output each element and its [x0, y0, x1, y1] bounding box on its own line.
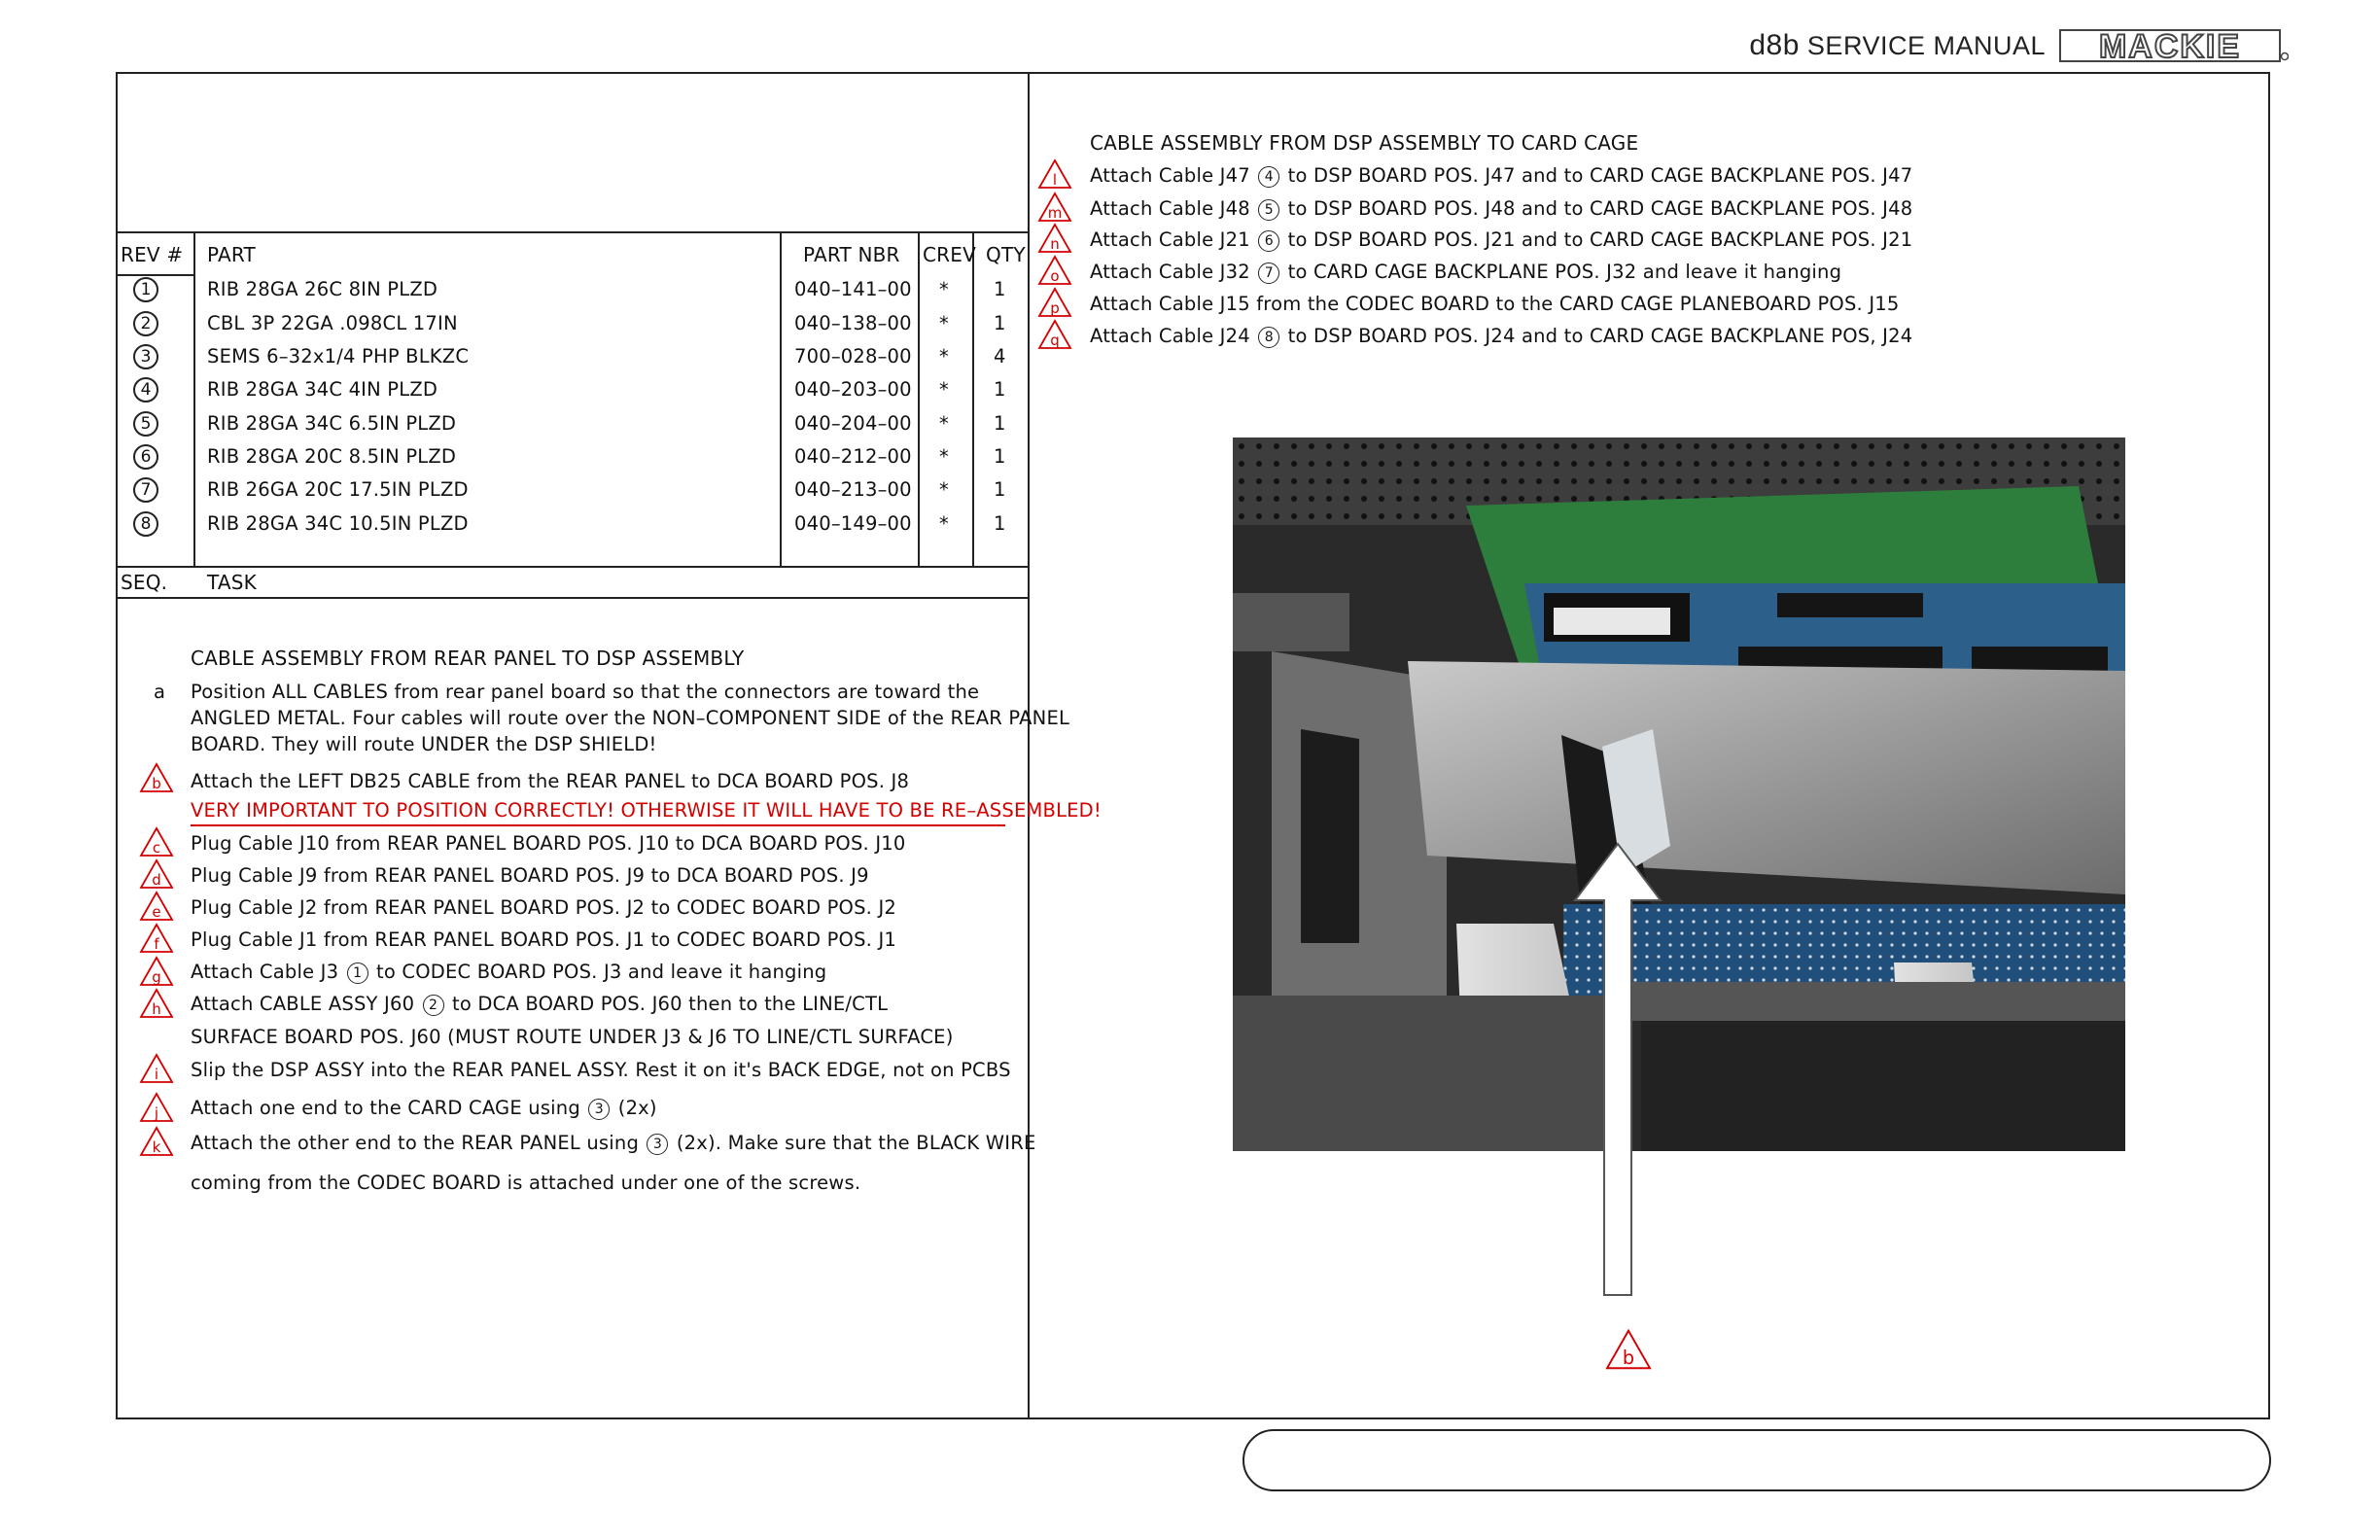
qty-value: 1 [994, 412, 1006, 435]
step-e-text: Plug Cable J2 from REAR PANEL BOARD POS. J2 to CODEC BOARD POS. J2 [191, 896, 897, 919]
col-rule-1 [193, 231, 195, 566]
qty-value: 1 [994, 312, 1006, 334]
crev-value: * [939, 278, 949, 300]
rev-circle: 7 [133, 477, 158, 503]
part-name: RIB 28GA 34C 6.5IN PLZD [207, 412, 457, 435]
svg-text:n: n [1050, 235, 1060, 253]
mackie-logo [2059, 29, 2289, 62]
part-name: RIB 28GA 20C 8.5IN PLZD [207, 445, 457, 468]
revision-triangle-icon [139, 1053, 174, 1084]
svg-text:k: k [152, 1138, 161, 1156]
svg-text:q: q [1050, 332, 1060, 349]
step-j-text: Attach one end to the CARD CAGE using 3 (2x) [191, 1097, 657, 1119]
revision-triangle-icon [1037, 192, 1072, 223]
crev-value: * [939, 512, 949, 535]
revision-triangle-icon [139, 858, 174, 890]
revision-triangle-icon [139, 956, 174, 987]
part-name: RIB 28GA 34C 4IN PLZD [207, 378, 438, 401]
rev-circle: 6 [133, 444, 158, 470]
revision-triangle-icon [1037, 158, 1072, 190]
step-g-text: Attach Cable J3 1 to CODEC BOARD POS. J3 and leave it hanging [191, 961, 827, 983]
column-divider [1028, 72, 1030, 1419]
crev-value: * [939, 445, 949, 468]
svg-text:p: p [1050, 299, 1060, 317]
svg-text:b: b [152, 775, 161, 792]
rev-circle: 2 [133, 311, 158, 336]
table-top-rule [116, 231, 1030, 233]
step-b-text: Attach the LEFT DB25 CABLE from the REAR PANEL to DCA BOARD POS. J8 [191, 770, 910, 792]
step-m-text: Attach Cable J48 5 to DSP BOARD POS. J48 and to CARD CAGE BACKPLANE POS. J48 [1090, 197, 1913, 220]
step-h-line2: SURFACE BOARD POS. J60 (MUST ROUTE UNDER J3 & J6 TO LINE/CTL SURFACE) [191, 1026, 954, 1048]
part-number: 700–028–00 [794, 345, 912, 368]
qty-value: 1 [994, 278, 1006, 300]
qty-value: 4 [994, 345, 1006, 368]
crev-value: * [939, 412, 949, 435]
revision-triangle-icon [139, 1126, 174, 1157]
part-ref-circle: 8 [1258, 327, 1279, 348]
step-i-text: Slip the DSP ASSY into the REAR PANEL ASSY. Rest it on it's BACK EDGE, not on PCBS [191, 1059, 1011, 1081]
step-q-text: Attach Cable J24 8 to DSP BOARD POS. J24 and to CARD CAGE BACKPLANE POS, J24 [1090, 325, 1913, 347]
part-number: 040–213–00 [794, 478, 912, 501]
svg-text:o: o [1050, 267, 1060, 285]
revision-triangle-icon [139, 762, 174, 793]
svg-text:c: c [152, 839, 161, 857]
svg-text:b: b [1622, 1347, 1635, 1370]
brand-wordmark: MACKIE [2098, 29, 2242, 62]
rev-circle: 3 [133, 344, 158, 369]
svg-text:j: j [154, 1104, 159, 1122]
revision-triangle-icon [1037, 255, 1072, 286]
rev-circle: 1 [133, 277, 158, 302]
col-rule-3 [918, 231, 920, 566]
col-header-part-nbr: PART NBR [803, 243, 900, 266]
qty-value: 1 [994, 512, 1006, 535]
manual-title [1749, 29, 2046, 62]
part-ref-circle: 2 [423, 995, 444, 1016]
left-section-title: CABLE ASSEMBLY FROM REAR PANEL TO DSP ASSEMBLY [191, 647, 745, 670]
revision-triangle-icon [1037, 319, 1072, 350]
revision-triangle-icon [139, 826, 174, 858]
col-header-crev: CREV [923, 243, 976, 266]
svg-text:i: i [154, 1066, 159, 1083]
qty-value: 1 [994, 378, 1006, 401]
manual-name: SERVICE MANUAL [1806, 31, 2046, 60]
revision-triangle-icon [139, 988, 174, 1019]
crev-value: * [939, 478, 949, 501]
footer-box [1242, 1429, 2271, 1491]
rev-circle: 4 [133, 377, 158, 402]
part-number: 040–149–00 [794, 512, 912, 535]
crev-value: * [939, 378, 949, 401]
revision-triangle-icon [139, 923, 174, 954]
col-rule-4 [972, 231, 974, 566]
rev-circle: 5 [133, 411, 158, 437]
step-a-line: Position ALL CABLES from rear panel board so that the connectors are toward the [191, 681, 980, 703]
step-p-text: Attach Cable J15 from the CODEC BOARD to the CARD CAGE PLANEBOARD POS. J15 [1090, 293, 1900, 315]
task-header: TASK [207, 571, 257, 594]
step-h-text: Attach CABLE ASSY J60 2 to DCA BOARD POS. J60 then to the LINE/CTL [191, 993, 889, 1015]
part-ref-circle: 4 [1258, 166, 1279, 188]
svg-text:g: g [152, 968, 161, 986]
pointer-arrow-icon [1573, 842, 1662, 1297]
task-header-rule [116, 597, 1030, 599]
step-a-line: ANGLED METAL. Four cables will route over the NON–COMPONENT SIDE of the REAR PANEL [191, 707, 1070, 729]
part-ref-circle: 1 [347, 962, 368, 984]
step-d-text: Plug Cable J9 from REAR PANEL BOARD POS. J9 to DCA BOARD POS. J9 [191, 864, 869, 887]
part-number: 040–141–00 [794, 278, 912, 300]
step-l-text: Attach Cable J47 4 to DSP BOARD POS. J47 and to CARD CAGE BACKPLANE POS. J47 [1090, 164, 1913, 187]
col-header-qty: QTY [986, 243, 1026, 266]
step-o-text: Attach Cable J32 7 to CARD CAGE BACKPLANE POS. J32 and leave it hanging [1090, 261, 1842, 283]
callout-b-icon [1604, 1328, 1653, 1371]
part-number: 040–212–00 [794, 445, 912, 468]
assembly-photo [1233, 438, 2125, 1151]
right-section-title: CABLE ASSEMBLY FROM DSP ASSEMBLY TO CARD CAGE [1090, 131, 1639, 155]
revision-triangle-icon [1037, 223, 1072, 254]
qty-value: 1 [994, 478, 1006, 501]
part-number: 040–204–00 [794, 412, 912, 435]
warning-text: VERY IMPORTANT TO POSITION CORRECTLY! OTHERWISE IT WILL HAVE TO BE RE–ASSEMBLED! [191, 799, 1102, 822]
page-header [1749, 29, 2289, 62]
step-f-text: Plug Cable J1 from REAR PANEL BOARD POS. J1 to CODEC BOARD POS. J1 [191, 928, 897, 951]
part-name: RIB 28GA 34C 10.5IN PLZD [207, 512, 469, 535]
step-n-text: Attach Cable J21 6 to DSP BOARD POS. J21 and to CARD CAGE BACKPLANE POS. J21 [1090, 228, 1913, 251]
revision-triangle-icon [139, 891, 174, 922]
step-k-line2: coming from the CODEC BOARD is attached under one of the screws. [191, 1172, 861, 1194]
part-name: CBL 3P 22GA .098CL 17IN [207, 312, 458, 334]
part-ref-circle: 6 [1258, 230, 1279, 252]
seq-header: SEQ. [121, 571, 168, 594]
warning-underline [191, 824, 1005, 826]
part-number: 040–203–00 [794, 378, 912, 401]
step-k-text: Attach the other end to the REAR PANEL using 3 (2x). Make sure that the BLACK WIRE [191, 1132, 1036, 1154]
part-name: RIB 26GA 20C 17.5IN PLZD [207, 478, 469, 501]
svg-text:m: m [1047, 204, 1063, 222]
rev-circle: 8 [133, 511, 158, 537]
part-name: RIB 28GA 26C 8IN PLZD [207, 278, 438, 300]
qty-value: 1 [994, 445, 1006, 468]
svg-text:f: f [154, 935, 159, 953]
part-ref-circle: 3 [647, 1134, 668, 1155]
col-header-rev: REV # [121, 243, 184, 266]
svg-text:h: h [152, 1000, 161, 1018]
col-rule-2 [780, 231, 782, 566]
revision-triangle-icon [1037, 287, 1072, 318]
col-header-part: PART [207, 243, 256, 266]
table-bottom-rule [116, 566, 1030, 568]
step-a-seq: a [154, 681, 166, 703]
step-a-line: BOARD. They will route UNDER the DSP SHIELD! [191, 733, 657, 755]
revision-triangle-icon [139, 1092, 174, 1123]
model-name: d8b [1749, 29, 1800, 61]
part-name: SEMS 6–32x1/4 PHP BLKZC [207, 345, 470, 368]
part-number: 040–138–00 [794, 312, 912, 334]
part-ref-circle: 7 [1258, 262, 1279, 284]
part-ref-circle: 5 [1258, 199, 1279, 221]
svg-text:l: l [1052, 171, 1058, 189]
step-c-text: Plug Cable J10 from REAR PANEL BOARD POS. J10 to DCA BOARD POS. J10 [191, 832, 906, 855]
svg-text:d: d [152, 871, 161, 889]
part-ref-circle: 3 [588, 1099, 610, 1120]
header-rule-rev [116, 274, 193, 276]
crev-value: * [939, 345, 949, 368]
svg-text:e: e [152, 903, 161, 921]
crev-value: * [939, 312, 949, 334]
